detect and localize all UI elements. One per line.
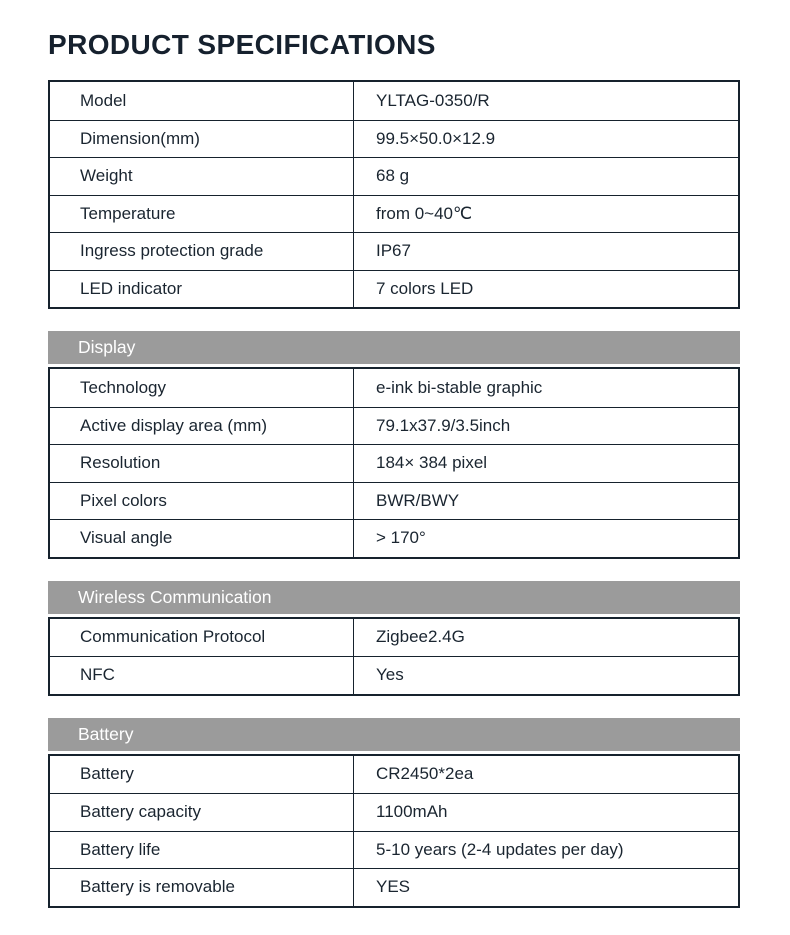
spec-row xyxy=(50,444,738,482)
page-title: PRODUCT SPECIFICATIONS xyxy=(48,29,436,60)
spec-value-cell: 1100mAh xyxy=(376,802,448,822)
spec-sections xyxy=(48,80,740,908)
spec-value-cell: BWR/BWY xyxy=(376,490,460,510)
spec-label-cell: Active display area (mm) xyxy=(50,408,354,445)
spec-row xyxy=(50,756,738,794)
spec-row xyxy=(50,656,738,694)
spec-row xyxy=(50,868,738,906)
spec-label-cell: Temperature xyxy=(50,196,354,233)
spec-section xyxy=(48,581,740,696)
spec-label-cell: Technology xyxy=(50,369,354,407)
spec-value-cell: > 170° xyxy=(376,528,426,548)
spec-value-cell: YLTAG-0350/R xyxy=(376,90,490,110)
spec-label-cell: NFC xyxy=(50,657,354,694)
spec-row xyxy=(50,831,738,869)
spec-value-cell: e-ink bi-stable graphic xyxy=(376,377,543,397)
spec-label-cell: Battery is removable xyxy=(50,869,354,906)
spec-row xyxy=(50,232,738,270)
section-header-label: Battery xyxy=(78,723,134,744)
spec-row xyxy=(50,120,738,158)
spec-section xyxy=(48,718,740,908)
spec-table xyxy=(48,80,740,309)
section-header xyxy=(48,581,740,614)
spec-value-cell: YES xyxy=(376,877,411,897)
spec-value-cell: 79.1x37.9/3.5inch xyxy=(376,415,511,435)
spec-label-cell: Visual angle xyxy=(50,520,354,557)
spec-label-cell: Model xyxy=(50,82,354,120)
spec-row xyxy=(50,519,738,557)
spec-row xyxy=(50,407,738,445)
spec-row xyxy=(50,82,738,120)
spec-label-cell: Communication Protocol xyxy=(50,619,354,657)
spec-label-cell: LED indicator xyxy=(50,271,354,308)
spec-label-cell: Pixel colors xyxy=(50,483,354,520)
spec-value-cell: Zigbee2.4G xyxy=(376,627,465,647)
section-header-label: Display xyxy=(78,337,136,357)
spec-value-cell: 99.5×50.0×12.9 xyxy=(376,128,496,148)
spec-label-cell: Weight xyxy=(50,158,354,195)
spec-row xyxy=(50,793,738,831)
section-header xyxy=(48,331,740,364)
spec-label-cell: Ingress protection grade xyxy=(50,233,354,270)
spec-row xyxy=(50,270,738,308)
spec-value-cell: IP67 xyxy=(376,241,411,261)
spec-value-cell: CR2450*2ea xyxy=(376,764,474,784)
spec-label-cell: Battery xyxy=(50,756,354,794)
spec-label-cell: Resolution xyxy=(50,445,354,482)
spec-value-cell: 5-10 years (2-4 updates per day) xyxy=(376,839,624,859)
spec-value-cell: Yes xyxy=(376,665,404,685)
spec-value-cell: 7 colors LED xyxy=(376,278,474,298)
spec-value-cell: from 0~40℃ xyxy=(376,203,473,223)
spec-row xyxy=(50,195,738,233)
spec-table xyxy=(48,367,740,559)
spec-label-cell: Battery life xyxy=(50,832,354,869)
spec-value-cell: 184× 384 pixel xyxy=(376,453,488,473)
spec-table xyxy=(48,617,740,696)
spec-label-cell: Dimension(mm) xyxy=(50,121,354,158)
spec-row xyxy=(50,157,738,195)
spec-section xyxy=(48,80,740,309)
section-header xyxy=(48,718,740,751)
spec-section xyxy=(48,331,740,559)
spec-table xyxy=(48,754,740,908)
spec-row xyxy=(50,482,738,520)
spec-row xyxy=(50,369,738,407)
spec-label-cell: Battery capacity xyxy=(50,794,354,831)
spec-value-cell: 68 g xyxy=(376,166,410,186)
section-header-label: Wireless Communication xyxy=(78,586,272,607)
spec-row xyxy=(50,619,738,657)
